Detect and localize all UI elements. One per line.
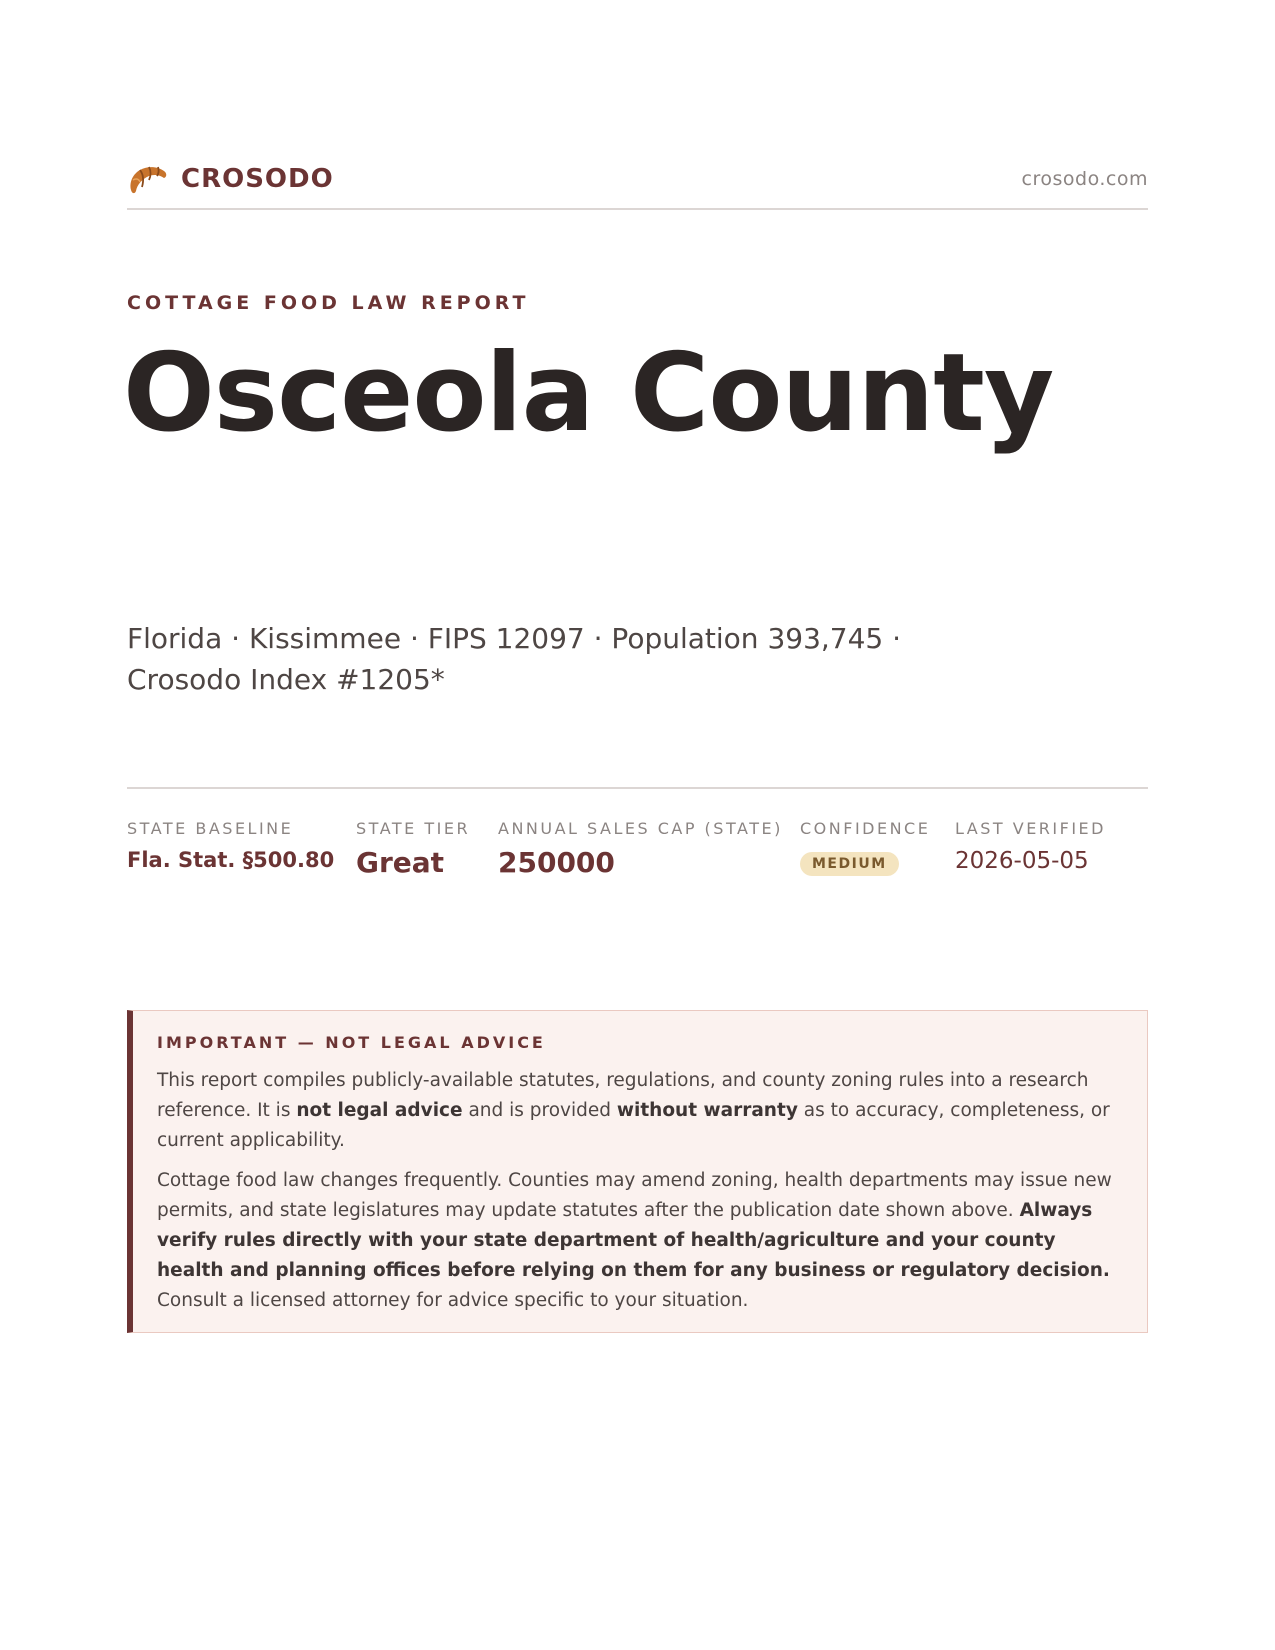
text-run: as to accuracy, completeness, or current applicability. — [157, 1100, 1110, 1151]
text-run: This report compiles publicly-available statutes, regulations, and county zoning rules into a research reference. It is — [157, 1070, 1089, 1121]
text-run: Consult a licensed attorney for advice specific to your situation. — [157, 1290, 749, 1311]
croissant-icon — [127, 160, 169, 198]
stat-state-baseline — [127, 819, 334, 872]
brand-logo — [127, 160, 334, 198]
stat-state-tier — [356, 819, 470, 879]
legal-disclaimer — [127, 1010, 1148, 1333]
stats-row — [127, 787, 1148, 899]
stat-label: CONFIDENCE — [800, 819, 931, 838]
stat-label: STATE TIER — [356, 819, 471, 838]
page-header — [127, 158, 1148, 210]
emphasis: without warranty — [616, 1100, 798, 1121]
stat-value: 2026-05-05 — [955, 848, 1089, 874]
stat-label: STATE BASELINE — [127, 819, 294, 838]
confidence-badge: MEDIUM — [800, 852, 899, 876]
report-page — [123, 0, 1148, 1650]
site-url[interactable]: crosodo.com — [1021, 168, 1148, 190]
emphasis: Always verify rules directly with your state department of health/agriculture and your county health and planning offices before relying on them for any business or regulatory decision. — [157, 1200, 1110, 1281]
disclaimer-heading: IMPORTANT — NOT LEGAL ADVICE — [157, 1033, 546, 1052]
page-title: Osceola County — [123, 331, 1054, 456]
brand-name: CROSODO — [181, 164, 334, 194]
stat-label: ANNUAL SALES CAP (STATE) — [498, 819, 783, 838]
text-run: and is provided — [462, 1100, 617, 1121]
stat-sales-cap — [498, 819, 783, 879]
stat-confidence — [800, 819, 930, 876]
stat-label: LAST VERIFIED — [955, 819, 1106, 838]
emphasis: not legal advice — [296, 1100, 463, 1121]
disclaimer-paragraph — [157, 1166, 1123, 1316]
stat-value: Fla. Stat. §500.80 — [127, 848, 335, 872]
disclaimer-paragraph — [157, 1066, 1123, 1156]
report-type: COTTAGE FOOD LAW REPORT — [127, 292, 530, 314]
stat-value: Great — [356, 846, 445, 879]
stat-last-verified — [955, 819, 1106, 874]
stat-value: 250000 — [498, 846, 615, 879]
county-summary: Florida · Kissimmee · FIPS 12097 · Population 393,745 · Crosodo Index #1205* — [127, 622, 902, 696]
text-run: Cottage food law changes frequently. Counties may amend zoning, health departments may issue new permits, and state legislatures may update statutes after the publication date shown above. — [157, 1170, 1112, 1221]
